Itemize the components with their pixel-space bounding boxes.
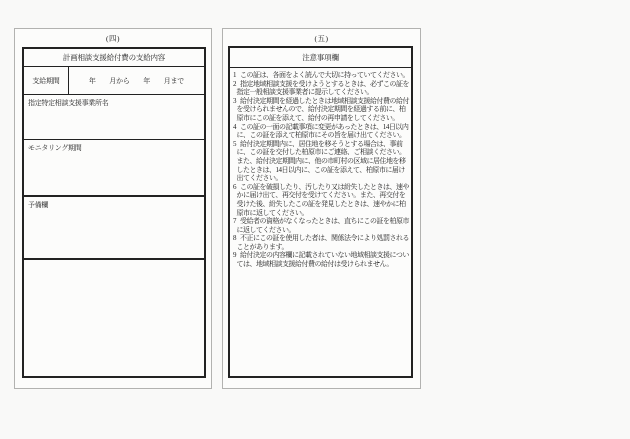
note-number: 5 — [233, 139, 237, 148]
payment-period-label: 支給期間 — [24, 67, 69, 94]
office-name-row — [24, 95, 204, 140]
page-five — [222, 28, 421, 389]
notes-list — [230, 68, 411, 376]
empty-section — [24, 260, 204, 376]
page-number-label: (四) — [106, 34, 120, 43]
note-item: 5 給付決定期間内に、居住地を移そうとする場合は、事前に、この証を交付した柏原市にご連絡、ご相談ください。また、給付決定期間内に、他の市町村の区域に居住地を移したときは、14日以内に、この証を添えて、柏原市に届け出てください。 — [233, 139, 406, 183]
note-item: 1 この証は、各面をよく読んで大切に持っていてください。 — [233, 71, 409, 79]
note-number: 7 — [233, 217, 237, 226]
note-item: 6 この証を破損したり、汚したり又は紛失したときは、速やかに届け出て、再交付を受けてください。また、再交付を受けた後、紛失したこの証を発見したときは、速やかに柏原市に返してください。 — [233, 182, 409, 217]
note-number: 1 — [233, 71, 237, 79]
payment-details-table — [22, 47, 206, 378]
note-item: 8 不正にこの証を使用した者は、関係法令により処罰されることがあります。 — [233, 234, 409, 251]
notes-title: 注意事項欄 — [230, 48, 411, 68]
notes-table — [228, 46, 413, 378]
payment-period-row — [24, 67, 204, 95]
note-number: 3 — [233, 96, 237, 105]
office-name-label: 指定特定相談支援事業所名 — [28, 99, 109, 107]
reserve-label: 予備欄 — [28, 201, 49, 209]
reserve-row — [24, 197, 204, 260]
note-number: 9 — [233, 251, 237, 260]
note-number: 6 — [233, 182, 237, 191]
note-item: 2 指定地域相談支援を受けようとするときは、必ずこの証を指定一般相談支援事業者に提示してください。 — [233, 79, 409, 97]
note-item: 9 給付決定の内容欄に記載されていない地域相談支援については、地域相談支援給付費の給付は受けられません。 — [233, 251, 409, 269]
note-number: 2 — [233, 79, 237, 88]
note-item: 7 受給者の資格がなくなったときは、直ちにこの証を柏原市に返してください。 — [233, 217, 409, 234]
monitoring-period-row — [24, 140, 204, 197]
payment-period-value: 年 月から 年 月まで — [88, 76, 185, 85]
note-number: 8 — [233, 234, 237, 243]
note-item: 3 給付決定期間を経過したときは地域相談支援給付費の給付を受けられませんので、給付決定期間を経過する前に、柏原市にこの証を添えて、給付の再申請をしてください。 — [233, 96, 409, 122]
monitoring-period-label: モニタリング期間 — [28, 144, 82, 152]
page-four — [14, 28, 212, 389]
note-number: 4 — [233, 122, 237, 131]
page-number-label: (五) — [314, 34, 329, 43]
payment-details-title: 計画相談支援給付費の支給内容 — [24, 49, 204, 67]
note-item: 4 この証の一面の記載事項に変更があったときは、14日以内に、この証を添えて柏原市にその旨を届け出てください。 — [233, 122, 409, 140]
